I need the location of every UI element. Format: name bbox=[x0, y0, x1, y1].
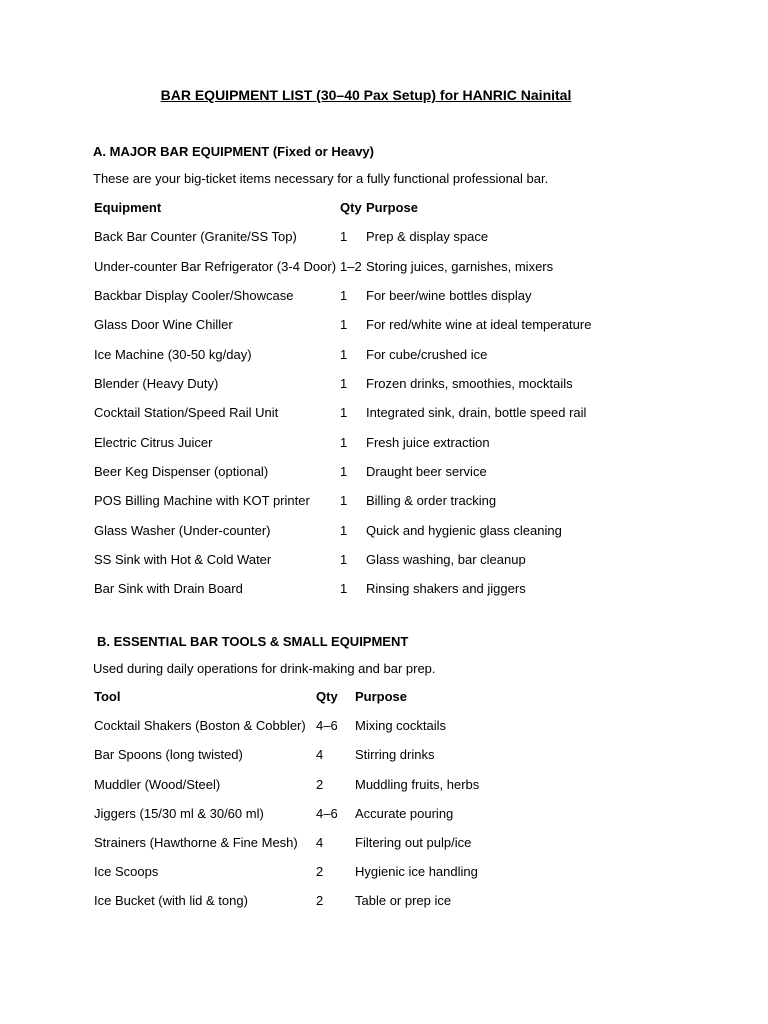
item-qty: 2 bbox=[316, 893, 324, 909]
item-purpose: Prep & display space bbox=[366, 229, 489, 245]
item-name: Jiggers (15/30 ml & 30/60 ml) bbox=[94, 805, 264, 821]
item-purpose: Frozen drinks, smoothies, mocktails bbox=[366, 376, 573, 392]
item-qty: 1 bbox=[340, 346, 348, 362]
item-qty: 2 bbox=[316, 864, 324, 880]
item-qty: 1 bbox=[340, 552, 348, 568]
item-name: Back Bar Counter (Granite/SS Top) bbox=[94, 229, 297, 245]
item-name: Ice Scoops bbox=[94, 864, 159, 880]
item-qty: 4 bbox=[316, 747, 324, 763]
item-qty: 1 bbox=[340, 464, 348, 480]
item-qty: 1 bbox=[340, 288, 348, 304]
item-purpose: Accurate pouring bbox=[355, 805, 454, 821]
section-b-heading: B. ESSENTIAL BAR TOOLS & SMALL EQUIPMENT bbox=[97, 634, 409, 649]
column-header: Purpose bbox=[366, 200, 419, 215]
item-name: Blender (Heavy Duty) bbox=[94, 376, 219, 392]
item-qty: 1 bbox=[340, 522, 348, 538]
item-purpose: Muddling fruits, herbs bbox=[355, 776, 480, 792]
item-name: Bar Sink with Drain Board bbox=[94, 581, 243, 597]
item-purpose: For red/white wine at ideal temperature bbox=[366, 317, 592, 333]
item-name: Under-counter Bar Refrigerator (3-4 Door) bbox=[94, 258, 337, 274]
item-name: Glass Door Wine Chiller bbox=[94, 317, 233, 333]
item-name: Ice Machine (30-50 kg/day) bbox=[94, 346, 252, 362]
column-header: Purpose bbox=[355, 689, 408, 704]
item-qty: 1 bbox=[340, 434, 348, 450]
section-a-intro: These are your big-ticket items necessary for a fully functional professional bar. bbox=[93, 171, 549, 186]
item-purpose: Glass washing, bar cleanup bbox=[366, 552, 526, 568]
item-name: Beer Keg Dispenser (optional) bbox=[94, 464, 269, 480]
item-qty: 4 bbox=[316, 834, 324, 850]
section-a-heading: A. MAJOR BAR EQUIPMENT (Fixed or Heavy) bbox=[93, 144, 374, 159]
section-b-intro: Used during daily operations for drink-making and bar prep. bbox=[93, 661, 436, 676]
column-header: Equipment bbox=[94, 200, 162, 215]
item-qty: 1 bbox=[340, 376, 348, 392]
item-name: Electric Citrus Juicer bbox=[94, 434, 213, 450]
item-name: Cocktail Shakers (Boston & Cobbler) bbox=[94, 718, 306, 734]
item-name: Glass Washer (Under-counter) bbox=[94, 522, 271, 538]
item-name: Strainers (Hawthorne & Fine Mesh) bbox=[94, 834, 298, 850]
item-qty: 1 bbox=[340, 581, 348, 597]
item-purpose: Billing & order tracking bbox=[366, 493, 497, 509]
item-purpose: Stirring drinks bbox=[355, 747, 435, 763]
item-purpose: Hygienic ice handling bbox=[355, 864, 478, 880]
item-name: Backbar Display Cooler/Showcase bbox=[94, 288, 294, 304]
item-qty: 4–6 bbox=[316, 718, 338, 734]
item-name: POS Billing Machine with KOT printer bbox=[94, 493, 310, 509]
item-purpose: Draught beer service bbox=[366, 464, 487, 480]
item-qty: 1–2 bbox=[340, 258, 362, 274]
item-qty: 1 bbox=[340, 317, 348, 333]
item-purpose: Fresh juice extraction bbox=[366, 434, 490, 450]
item-purpose: Integrated sink, drain, bottle speed rail bbox=[366, 405, 587, 421]
item-purpose: Quick and hygienic glass cleaning bbox=[366, 522, 562, 538]
item-name: Muddler (Wood/Steel) bbox=[94, 776, 221, 792]
item-qty: 4–6 bbox=[316, 805, 338, 821]
item-qty: 1 bbox=[340, 229, 348, 245]
item-qty: 2 bbox=[316, 776, 324, 792]
item-purpose: Table or prep ice bbox=[355, 893, 452, 909]
column-header: Qty bbox=[340, 200, 362, 215]
item-purpose: Mixing cocktails bbox=[355, 718, 447, 734]
item-purpose: Storing juices, garnishes, mixers bbox=[366, 258, 554, 274]
item-purpose: Filtering out pulp/ice bbox=[355, 834, 472, 850]
column-header: Tool bbox=[94, 689, 121, 704]
document-title: BAR EQUIPMENT LIST (30–40 Pax Setup) for HANRIC Nainital bbox=[160, 87, 572, 103]
item-qty: 1 bbox=[340, 493, 348, 509]
item-name: SS Sink with Hot & Cold Water bbox=[94, 552, 272, 568]
item-purpose: For beer/wine bottles display bbox=[366, 288, 532, 304]
item-qty: 1 bbox=[340, 405, 348, 421]
item-name: Cocktail Station/Speed Rail Unit bbox=[94, 405, 279, 421]
item-purpose: Rinsing shakers and jiggers bbox=[366, 581, 526, 597]
column-header: Qty bbox=[316, 689, 338, 704]
item-name: Ice Bucket (with lid & tong) bbox=[94, 893, 248, 909]
item-name: Bar Spoons (long twisted) bbox=[94, 747, 243, 763]
item-purpose: For cube/crushed ice bbox=[366, 346, 488, 362]
